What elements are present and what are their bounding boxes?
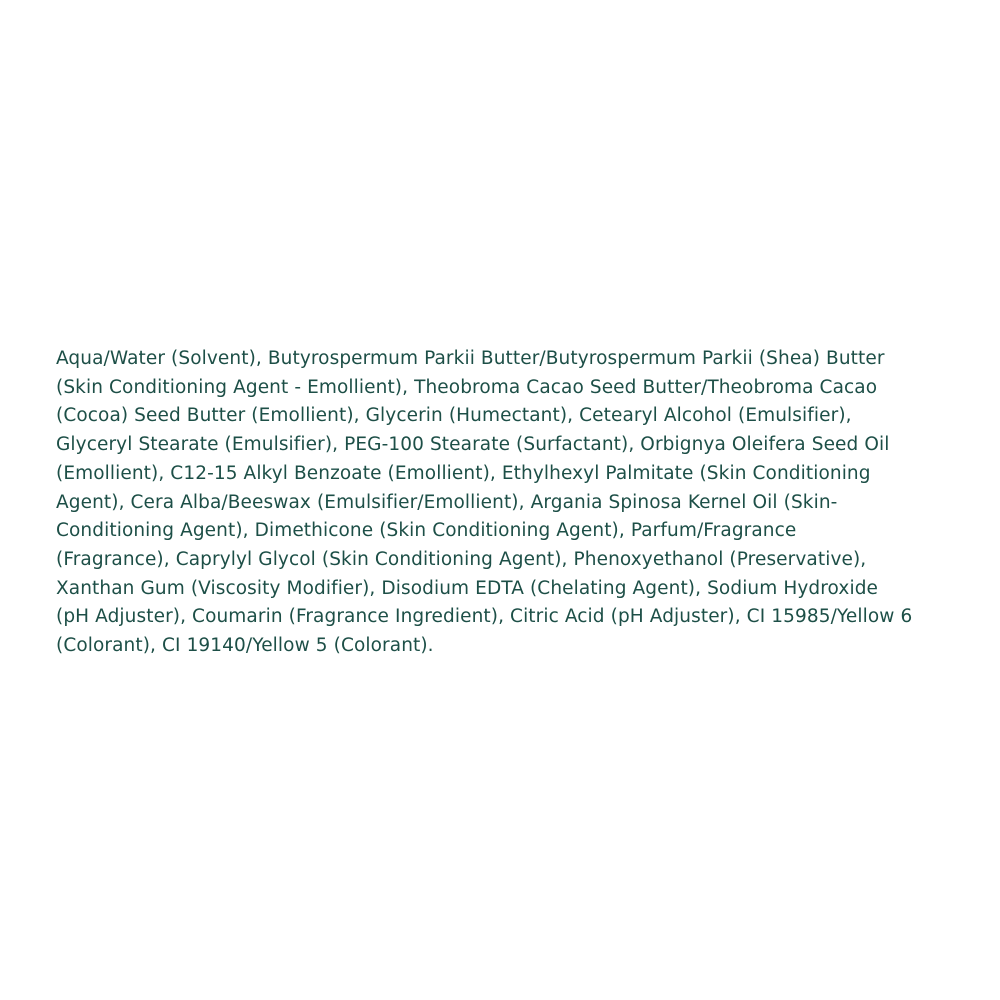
ingredients-line: Aqua/Water (Solvent), Butyrospermum Parkii Butter/Butyrospermum Parkii (Shea) Butter (56, 348, 885, 369)
ingredients-line: (Cocoa) Seed Butter (Emollient), Glycerin (Humectant), Cetearyl Alcohol (Emulsifier), (56, 405, 852, 427)
ingredients-line: (Fragrance), Caprylyl Glycol (Skin Conditioning Agent), Phenoxyethanol (Preservative), (56, 548, 867, 570)
ingredients-line: Agent), Cera Alba/Beeswax (Emulsifier/Emollient), Argania Spinosa Kernel Oil (Skin- (56, 491, 838, 513)
ingredients-line: (Skin Conditioning Agent - Emollient), Theobroma Cacao Seed Butter/Theobroma Cacao (56, 376, 878, 398)
ingredients-line: (Emollient), C12-15 Alkyl Benzoate (Emollient), Ethylhexyl Palmitate (Skin Conditioning (56, 462, 871, 484)
ingredients-line: (pH Adjuster), Coumarin (Fragrance Ingredient), Citric Acid (pH Adjuster), CI 15985/Yellow 6 (56, 606, 913, 628)
ingredients-line: Xanthan Gum (Viscosity Modifier), Disodium EDTA (Chelating Agent), Sodium Hydroxide (56, 577, 879, 599)
ingredients-line: (Colorant), CI 19140/Yellow 5 (Colorant). (56, 635, 434, 657)
ingredients-text (56, 345, 956, 661)
ingredients-line: Conditioning Agent), Dimethicone (Skin Conditioning Agent), Parfum/Fragrance (56, 520, 797, 542)
ingredients-line: Glyceryl Stearate (Emulsifier), PEG-100 Stearate (Surfactant), Orbignya Oleifera Seed Oil (56, 434, 890, 456)
